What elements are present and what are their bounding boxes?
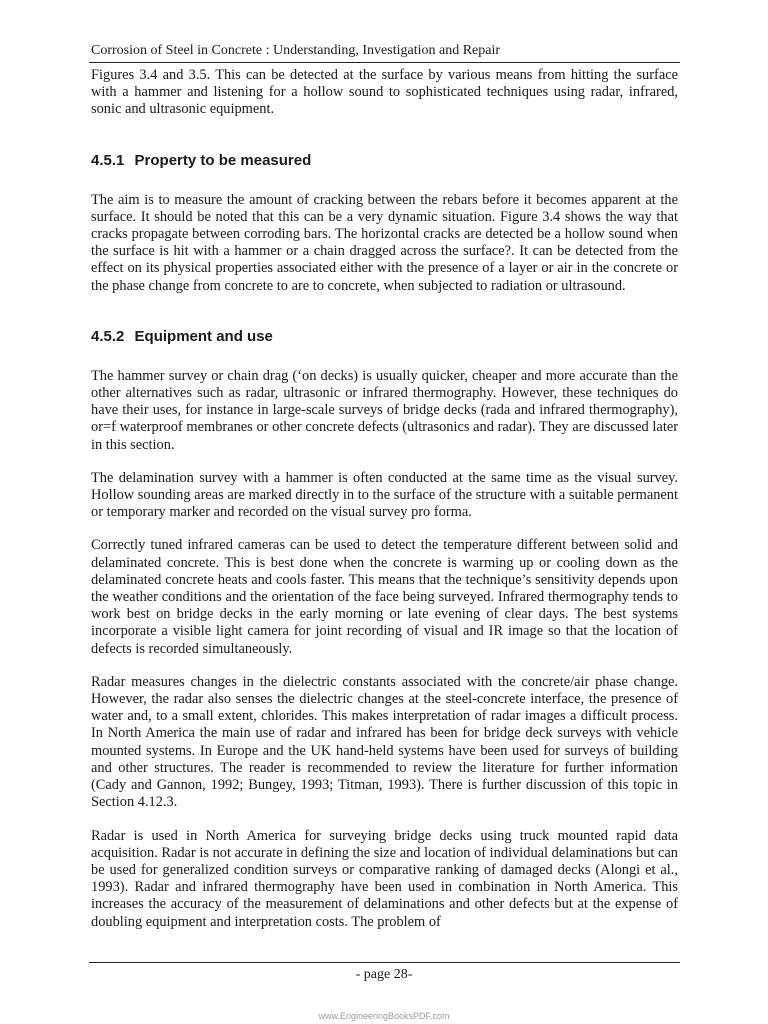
section-heading-4-5-2: [91, 328, 678, 346]
page-number: - page 28-: [355, 967, 413, 982]
watermark-url[interactable]: www.EngineeringBooksPDF.com: [318, 1011, 450, 1021]
paragraph-radar-dielectric: Radar measures changes in the dielectric constants associated with the concrete/air phase change. However, the radar also senses the dielectric changes at the steel-concrete interface, the presence of water and, to a small extent, chlorides. This makes interpretation of radar images a difficult process. In North America the main use of radar and infrared has been for bridge deck surveys with vehicle mounted systems. In Europe and the UK hand-held systems have been used for surveys of building and other structures. The reader is recommended to review the literature for further information (Cady and Gannon, 1992; Bungey, 1993; Titman, 1993). There is further discussion of this topic in Section 4.12.3.: [91, 673, 678, 811]
running-header: Corrosion of Steel in Concrete : Understanding, Investigation and Repair: [91, 43, 501, 58]
paragraph-hammer-survey: The hammer survey or chain drag (‘on decks) is usually quicker, cheaper and more accurate than the other alternatives such as radar, ultrasonic or infrared thermography. However, these techniques do have their uses, for instance in large-scale surveys of bridge decks (rada and infrared thermography), or=f waterproof membranes or other concrete defects (ultrasonics and radar). They are discussed later in this section.: [91, 367, 678, 453]
section-heading-4-5-1: [91, 152, 678, 170]
section-title: Property to be measured: [134, 151, 312, 169]
section-number: 4.5.1: [91, 151, 125, 169]
footer-rule: [89, 962, 680, 963]
paragraph-radar-north-america: Radar is used in North America for surveying bridge decks using truck mounted rapid data acquisition. Radar is not accurate in defining the size and location of individual delaminations but can be used for generalized condition surveys or comparative ranking of damaged decks (Alongi et al., 1993). Radar and infrared thermography have been used in combination in North America. This increases the accuracy of the measurement of delaminations and other defects but at the expense of doubling equipment and interpretation costs. The problem of: [91, 827, 678, 930]
section-number: 4.5.2: [91, 327, 125, 345]
header-rule: [89, 62, 680, 63]
section-title: Equipment and use: [134, 327, 273, 345]
page-body: [91, 67, 678, 947]
paragraph-property-measured: The aim is to measure the amount of cracking between the rebars before it becomes apparent at the surface. It should be noted that this can be a very dynamic situation. Figure 3.4 shows the way that cracks propagate between corroding bars. The horizontal cracks are detected be a hollow sound when the surface is hit with a hammer or a chain dragged across the surface?. It can be detected from the effect on its physical properties associated either with the presence of a layer or air in the concrete or the phase change from concrete to are to concrete, when subjected to radiation or ultrasound.: [91, 191, 678, 294]
intro-paragraph: Figures 3.4 and 3.5. This can be detected at the surface by various means from hitting the surface with a hammer and listening for a hollow sound to sophisticated techniques using radar, infrared, sonic and ultrasonic equipment.: [91, 67, 678, 118]
paragraph-delamination-survey: The delamination survey with a hammer is often conducted at the same time as the visual survey. Hollow sounding areas are marked directly in to the surface of the structure with a suitable permanent or temporary marker and recorded on the visual survey pro forma.: [91, 469, 678, 521]
paragraph-infrared-cameras: Correctly tuned infrared cameras can be used to detect the temperature different between solid and delaminated concrete. This is best done when the concrete is warming up or cooling down as the delaminated concrete heats and cools faster. This means that the technique’s sensitivity depends upon the weather conditions and the orientation of the face being surveyed. Infrared thermography tends to work best on bridge decks in the early morning or late evening of clear days. The best systems incorporate a visible light camera for joint recording of visual and IR image so that the location of defects is recorded simultaneously.: [91, 537, 678, 657]
